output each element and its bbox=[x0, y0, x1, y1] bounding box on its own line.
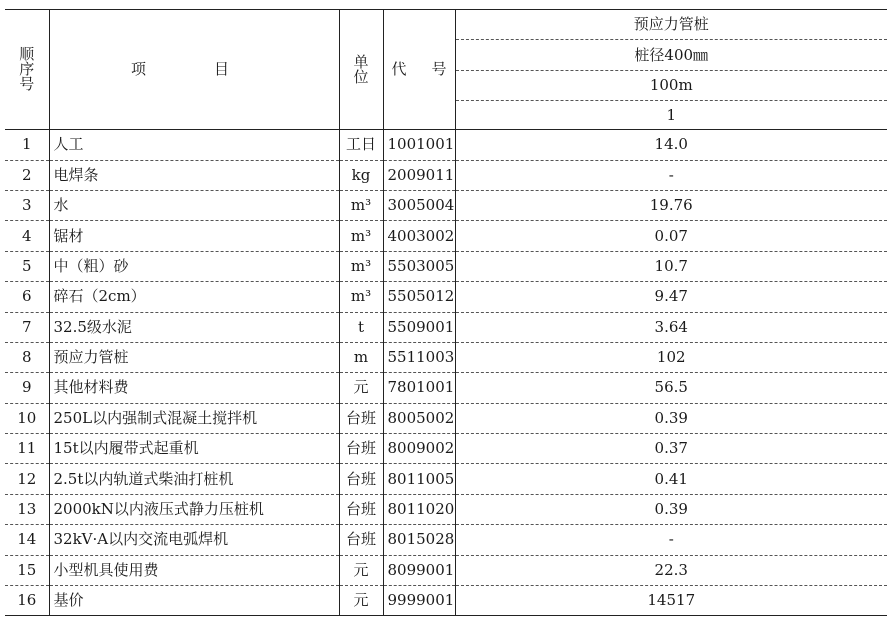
table-row bbox=[5, 494, 887, 524]
row-no: 10 bbox=[5, 403, 49, 433]
row-item: 碎石（2cm） bbox=[49, 282, 339, 312]
table-row bbox=[5, 251, 887, 281]
row-unit: m³ bbox=[339, 282, 383, 312]
row-value: 56.5 bbox=[455, 373, 887, 403]
row-unit: 元 bbox=[339, 555, 383, 585]
row-item: 中（粗）砂 bbox=[49, 251, 339, 281]
row-value: 14.0 bbox=[455, 130, 887, 160]
row-code: 5505012 bbox=[383, 282, 455, 312]
row-code: 7801001 bbox=[383, 373, 455, 403]
table-row bbox=[5, 464, 887, 494]
row-code: 2009011 bbox=[383, 160, 455, 190]
row-no: 12 bbox=[5, 464, 49, 494]
row-unit: 工日 bbox=[339, 130, 383, 160]
header-code: 代 号 bbox=[383, 10, 455, 130]
header-spec: 桩径400㎜ bbox=[455, 40, 887, 70]
row-unit: 台班 bbox=[339, 494, 383, 524]
row-unit: 元 bbox=[339, 586, 383, 616]
table-row bbox=[5, 221, 887, 251]
table-row bbox=[5, 586, 887, 616]
row-value: 9.47 bbox=[455, 282, 887, 312]
row-unit: 台班 bbox=[339, 464, 383, 494]
row-no: 5 bbox=[5, 251, 49, 281]
row-no: 2 bbox=[5, 160, 49, 190]
row-code: 8011005 bbox=[383, 464, 455, 494]
row-unit: kg bbox=[339, 160, 383, 190]
row-code: 8099001 bbox=[383, 555, 455, 585]
row-no: 3 bbox=[5, 190, 49, 220]
row-no: 13 bbox=[5, 494, 49, 524]
row-unit: m³ bbox=[339, 221, 383, 251]
row-item: 32.5级水泥 bbox=[49, 312, 339, 342]
table-row bbox=[5, 373, 887, 403]
table-row bbox=[5, 190, 887, 220]
row-code: 5509001 bbox=[383, 312, 455, 342]
row-no: 16 bbox=[5, 586, 49, 616]
table-row bbox=[5, 312, 887, 342]
header-quantity-unit: 100m bbox=[455, 70, 887, 100]
row-no: 11 bbox=[5, 434, 49, 464]
row-unit: m³ bbox=[339, 190, 383, 220]
row-item: 32kV·A以内交流电弧焊机 bbox=[49, 525, 339, 555]
row-value: - bbox=[455, 160, 887, 190]
table-row bbox=[5, 342, 887, 372]
row-item: 2000kN以内液压式静力压桩机 bbox=[49, 494, 339, 524]
row-unit: m bbox=[339, 342, 383, 372]
row-value: 102 bbox=[455, 342, 887, 372]
row-item: 基价 bbox=[49, 586, 339, 616]
table-row bbox=[5, 130, 887, 160]
row-code: 8015028 bbox=[383, 525, 455, 555]
row-code: 1001001 bbox=[383, 130, 455, 160]
row-code: 8009002 bbox=[383, 434, 455, 464]
row-code: 5511003 bbox=[383, 342, 455, 372]
row-code: 3005004 bbox=[383, 190, 455, 220]
row-item: 水 bbox=[49, 190, 339, 220]
row-no: 8 bbox=[5, 342, 49, 372]
row-value: 22.3 bbox=[455, 555, 887, 585]
table-row bbox=[5, 160, 887, 190]
row-unit: 台班 bbox=[339, 403, 383, 433]
row-no: 15 bbox=[5, 555, 49, 585]
row-unit: 台班 bbox=[339, 434, 383, 464]
row-unit: 台班 bbox=[339, 525, 383, 555]
table-row bbox=[5, 282, 887, 312]
row-unit: m³ bbox=[339, 251, 383, 281]
header-seq: 顺 序 号 bbox=[5, 10, 49, 130]
row-item: 15t以内履带式起重机 bbox=[49, 434, 339, 464]
row-no: 6 bbox=[5, 282, 49, 312]
row-value: 0.41 bbox=[455, 464, 887, 494]
row-code: 8011020 bbox=[383, 494, 455, 524]
row-value: 10.7 bbox=[455, 251, 887, 281]
table-row bbox=[5, 555, 887, 585]
row-code: 9999001 bbox=[383, 586, 455, 616]
table-row bbox=[5, 525, 887, 555]
row-value: 0.37 bbox=[455, 434, 887, 464]
row-item: 2.5t以内轨道式柴油打桩机 bbox=[49, 464, 339, 494]
header-column-no: 1 bbox=[455, 101, 887, 130]
table-row bbox=[5, 403, 887, 433]
row-no: 1 bbox=[5, 130, 49, 160]
row-value: - bbox=[455, 525, 887, 555]
row-value: 3.64 bbox=[455, 312, 887, 342]
quota-table bbox=[5, 9, 887, 616]
row-value: 19.76 bbox=[455, 190, 887, 220]
header-unit: 单 位 bbox=[339, 10, 383, 130]
row-value: 0.07 bbox=[455, 221, 887, 251]
header-product: 预应力管桩 bbox=[455, 10, 887, 40]
table-row bbox=[5, 434, 887, 464]
row-code: 8005002 bbox=[383, 403, 455, 433]
row-code: 5503005 bbox=[383, 251, 455, 281]
row-no: 9 bbox=[5, 373, 49, 403]
row-value: 0.39 bbox=[455, 403, 887, 433]
row-item: 锯材 bbox=[49, 221, 339, 251]
row-no: 7 bbox=[5, 312, 49, 342]
row-item: 预应力管桩 bbox=[49, 342, 339, 372]
row-code: 4003002 bbox=[383, 221, 455, 251]
row-item: 人工 bbox=[49, 130, 339, 160]
row-value: 0.39 bbox=[455, 494, 887, 524]
row-item: 其他材料费 bbox=[49, 373, 339, 403]
row-unit: 元 bbox=[339, 373, 383, 403]
header-item: 项 目 bbox=[49, 10, 339, 130]
row-no: 14 bbox=[5, 525, 49, 555]
row-item: 电焊条 bbox=[49, 160, 339, 190]
row-unit: t bbox=[339, 312, 383, 342]
row-no: 4 bbox=[5, 221, 49, 251]
row-value: 14517 bbox=[455, 586, 887, 616]
row-item: 小型机具使用费 bbox=[49, 555, 339, 585]
row-item: 250L以内强制式混凝土搅拌机 bbox=[49, 403, 339, 433]
